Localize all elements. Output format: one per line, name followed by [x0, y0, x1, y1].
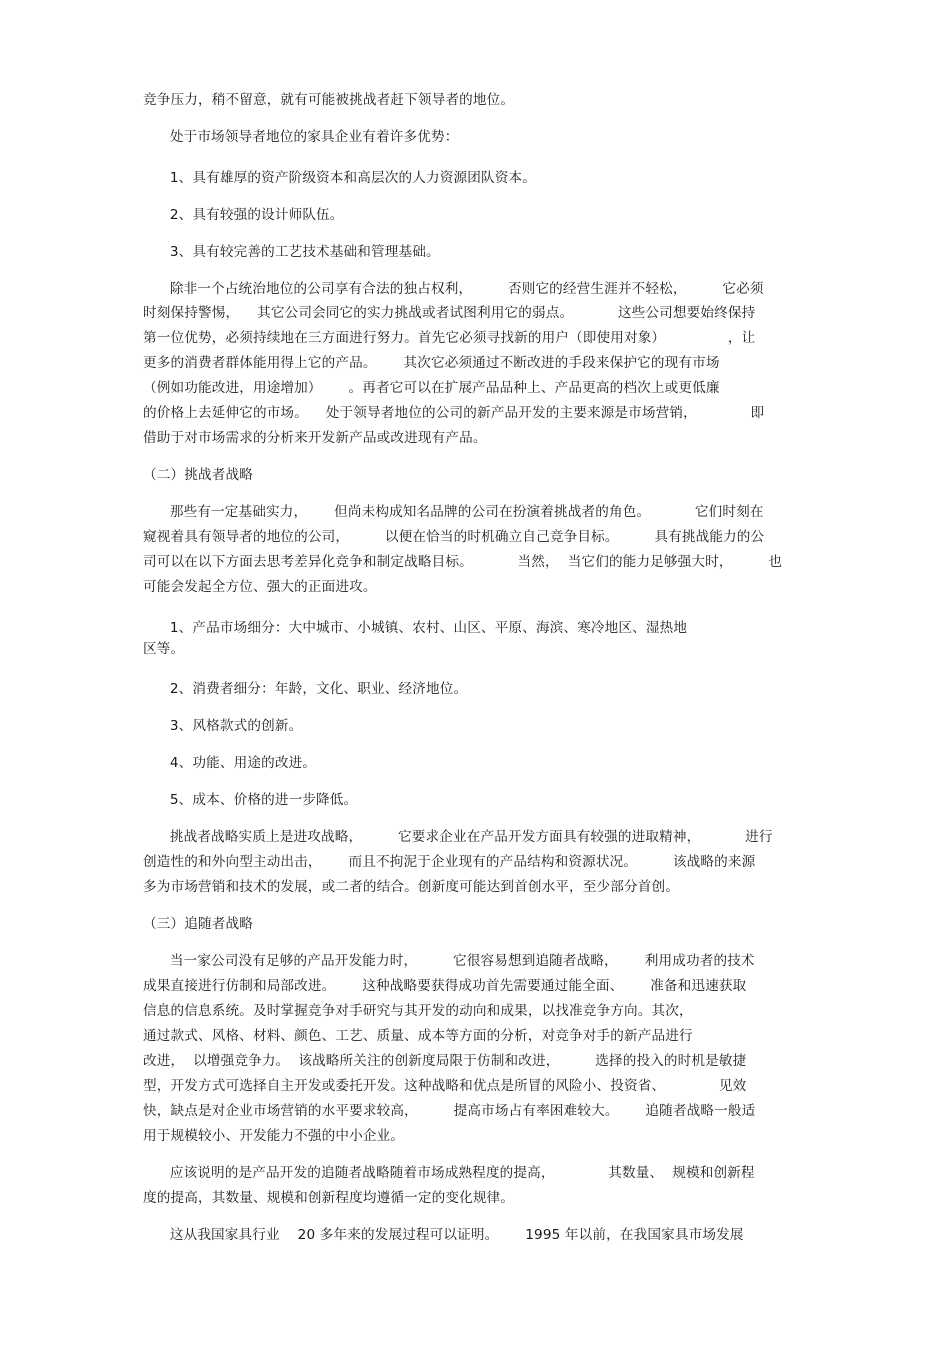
text-line: 司可以在以下方面去思考差异化竞争和制定战略目标。 当然， 当它们的能力足够强大时， 也 — [143, 554, 783, 570]
list-item: 5、成本、价格的进一步降低。 — [143, 792, 358, 808]
list-item: 1、具有雄厚的资产阶级资本和高层次的人力资源团队资本。 — [143, 170, 536, 186]
text-line: 挑战者战略实质上是进攻战略， 它要求企业在产品开发方面具有较强的进取精神， 进行 — [143, 829, 773, 845]
text-line: 这从我国家具行业 20 多年来的发展过程可以证明。 1995 年以前，在我国家具市场发展 — [143, 1227, 744, 1243]
text-line: 成果直接进行仿制和局部改进。 这种战略要获得成功首先需要通过能全面、 准备和迅速获取 — [143, 978, 747, 994]
text-line: 多为市场营销和技术的发展，或二者的结合。创新度可能达到首创水平，至少部分首创。 — [143, 879, 680, 895]
list-item: 3、风格款式的创新。 — [143, 718, 303, 734]
list-item: 2、具有较强的设计师队伍。 — [143, 207, 344, 223]
text-line: 快，缺点是对企业市场营销的水平要求较高， 提高市场占有率困难较大。 追随者战略一般适 — [143, 1103, 756, 1119]
text-line: 用于规模较小、开发能力不强的中小企业。 — [143, 1128, 405, 1144]
text-line: 通过款式、风格、材料、颜色、工艺、质量、成本等方面的分析，对竞争对手的新产品进行 — [143, 1028, 693, 1044]
text-line: 第一位优势，必须持续地在三方面进行努力。首先它必须寻找新的用户（即使用对象） ，让 — [143, 330, 756, 346]
text-line: 创造性的和外向型主动出击， 而且不拘泥于企业现有的产品结构和资源状况。 该战略的来源 — [143, 854, 756, 870]
text-line: 那些有一定基础实力， 但尚未构成知名品牌的公司在扮演着挑战者的角色。 它们时刻在 — [143, 504, 764, 520]
text-line: （例如功能改进，用途增加） 。再者它可以在扩展产品品种上、产品更高的档次上或更低廉 — [143, 380, 720, 396]
text-line: 处于市场领导者地位的家具企业有着许多优势： — [143, 129, 459, 145]
text-line: 更多的消费者群体能用得上它的产品。 其次它必须通过不断改进的手段来保护它的现有市场 — [143, 355, 720, 371]
list-item: 3、具有较完善的工艺技术基础和管理基础。 — [143, 244, 440, 260]
list-item: 4、功能、用途的改进。 — [143, 755, 317, 771]
list-item: 2、消费者细分：年龄，文化、职业、经济地位。 — [143, 681, 468, 697]
text-line: 度的提高，其数量、规模和创新程度均遵循一定的变化规律。 — [143, 1190, 515, 1206]
list-item: 1、产品市场细分：大中城市、小城镇、农村、山区、平原、海滨、寒冷地区、湿热地 — [143, 620, 688, 636]
text-line: 除非一个占统治地位的公司享有合法的独占权利， 否则它的经营生涯并不轻松， 它必须 — [143, 281, 764, 297]
text-line: 改进， 以增强竞争力。 该战略所关注的创新度局限于仿制和改进， 选择的投入的时机是敏捷 — [143, 1053, 747, 1069]
text-line: 当一家公司没有足够的产品开发能力时， 它很容易想到追随者战略， 利用成功者的技术 — [143, 953, 755, 969]
text-line: 型，开发方式可选择自主开发或委托开发。这种战略和优点是所冒的风险小、投资省、 见效 — [143, 1078, 747, 1094]
text-line: 借助于对市场需求的分析来开发新产品或改进现有产品。 — [143, 430, 487, 446]
text-line: 竞争压力，稍不留意，就有可能被挑战者赶下领导者的地位。 — [143, 92, 515, 108]
text-line: 窥视着具有领导者的地位的公司， 以便在恰当的时机确立自己竞争目标。 具有挑战能力的公 — [143, 529, 765, 545]
text-line: 时刻保持警惕， 其它公司会同它的实力挑战或者试图利用它的弱点。 这些公司想要始终保持 — [143, 305, 756, 321]
text-line: 信息的信息系统。及时掌握竞争对手研究与其开发的动向和成果，以找准竞争方向。其次， — [143, 1003, 693, 1019]
text-line: 的价格上去延伸它的市场。 处于领导者地位的公司的新产品开发的主要来源是市场营销， 即 — [143, 405, 765, 421]
list-item: 区等。 — [143, 641, 185, 657]
section-heading: （三）追随者战略 — [143, 916, 253, 932]
section-heading: （二）挑战者战略 — [143, 467, 253, 483]
text-line: 可能会发起全方位、强大的正面进攻。 — [143, 579, 377, 595]
text-line: 应该说明的是产品开发的追随者战略随着市场成熟程度的提高， 其数量、 规模和创新程 — [143, 1165, 755, 1181]
